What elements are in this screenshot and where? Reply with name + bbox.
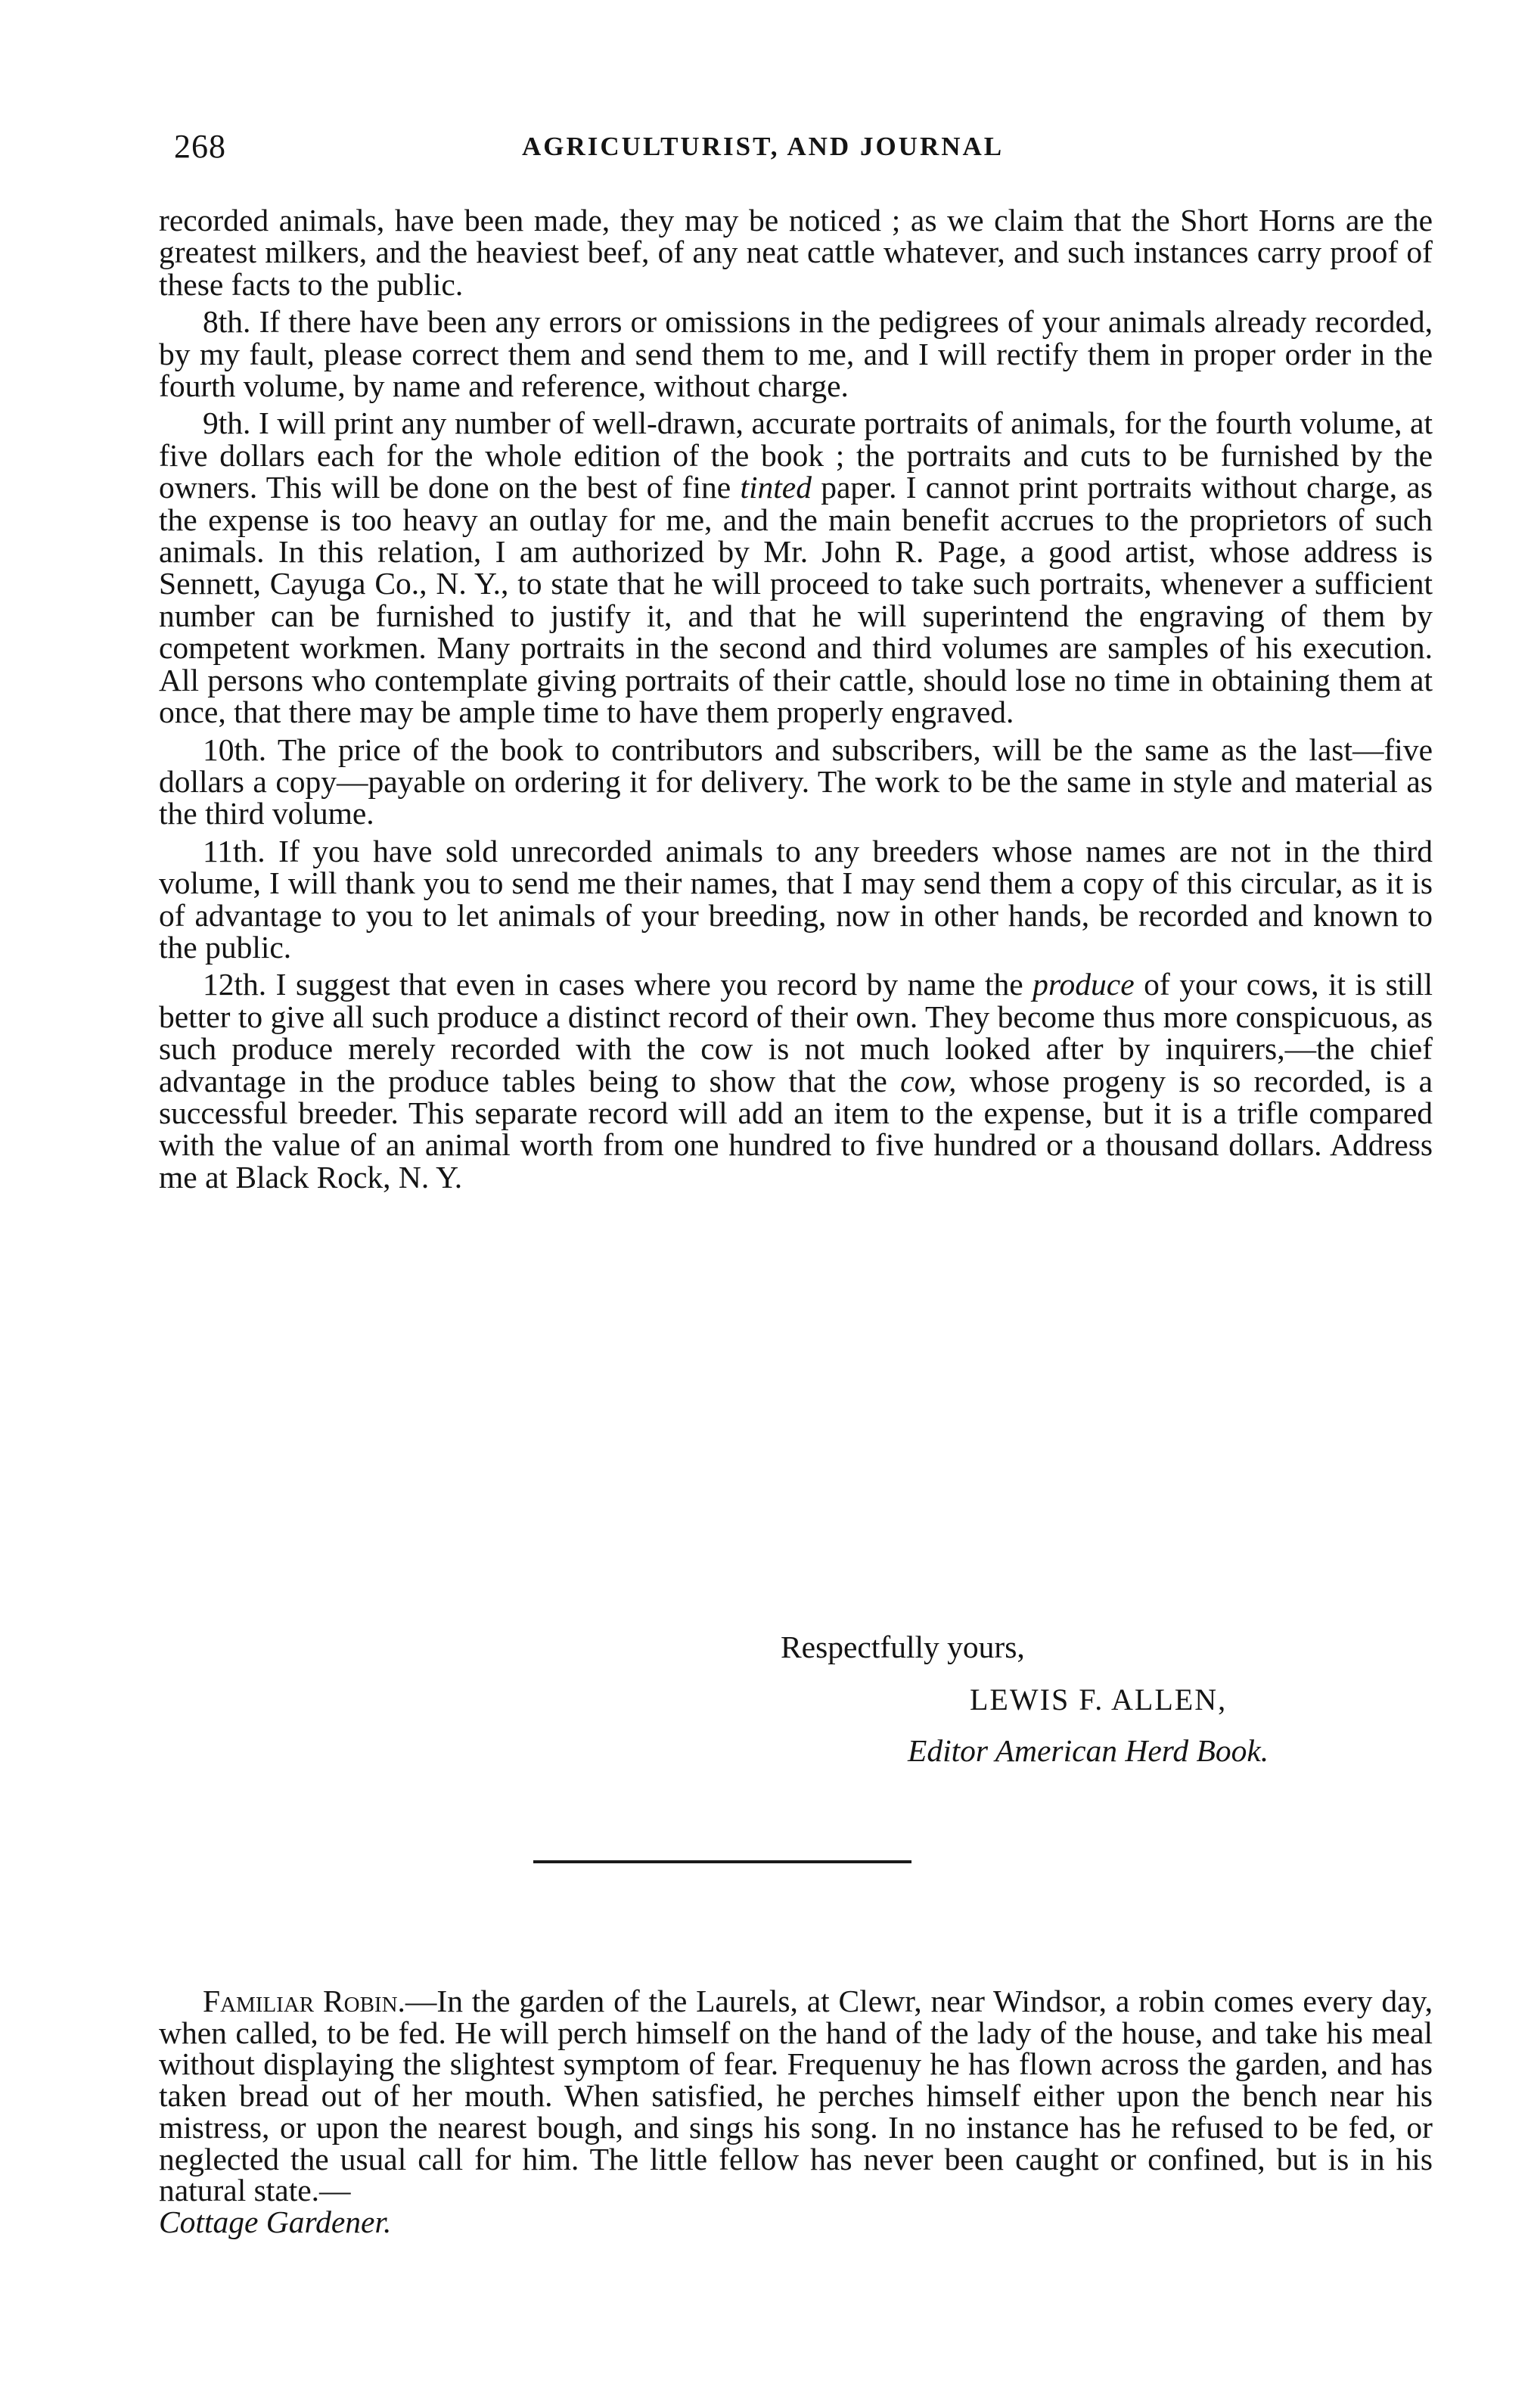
p12-italic-produce: produce [1033, 967, 1135, 1002]
p9-text-b: paper. I cannot print portraits without charge, as the expense is too heavy an outlay for me, and the main benefit accrues to the proprietors of such animals. In this relation, I am authorized by Mr. John R. Page, a good artist, whose address is Sennett, Cayuga Co., N. Y., to state that he will proceed to take such portraits, whenever a sufficient number can be furnished to justify it, and that he will superintend the engraving of them by competent workmen. Many portraits in the second and third volumes are samples of his execution. All persons who contemplate giving portraits of their cattle, should lose no time in obtaining them at once, that there may be ample time to have them properly engraved. [159, 470, 1433, 730]
article-source: Cottage Gardener. [159, 2204, 392, 2239]
letter-signature-title: Editor American Herd Book. [908, 1733, 1269, 1768]
page-number: 268 [174, 128, 226, 165]
p12-text-b: of your cows, it is still better to give all such produce a distinct record of their own. They become thus more conspicuous, as such produce merely recorded with the cow is not much looked after by inquirers,—the chief advantage in the produce tables being to show that the [159, 967, 1433, 1098]
letter-body [159, 204, 1433, 1198]
article-body: —In the garden of the Laurels, at Clewr, near Windsor, a robin comes every day, when called, to be fed. He will perch himself on the hand of the lady of the house, and take his meal without displaying the slightest symptom of fear. Frequenuy he has flown across the garden, and has taken bread out of her mouth. When satisfied, he perches himself either upon the bench near his mistress, or upon the nearest bough, and sings his song. In no instance has he refused to be fed, or neglected the usual call for him. The little fellow has never been caught or confined, but is in his natural state.— [159, 1984, 1433, 2208]
p9-text-a: 9th. I will print any number of well-drawn, accurate portraits of animals, for the fourth volume, at five dollars each for the whole edition of the book ; the portraits and cuts to be furnished by the owners. This will be done on the best of fine [159, 405, 1433, 505]
letter-signature: LEWIS F. ALLEN, [970, 1682, 1228, 1717]
p12-italic-cow: cow, [900, 1063, 957, 1098]
letter-closing: Respectfully yours, [781, 1630, 1025, 1664]
p9-italic-tinted: tinted [740, 470, 812, 505]
p12-text-c: whose progeny is so recorded, is a successful breeder. This separate record will add an item to the expense, but it is a trifle compared with the value of an animal worth from one hundred to five hundred or a thousand dollars. Address me at Black Rock, N. Y. [159, 1063, 1433, 1195]
letter-paragraph-10th: 10th. The price of the book to contributors and subscribers, will be the same as the last—five dollars a copy—payable on ordering it for delivery. The work to be the same in style and material as the third volume. [159, 732, 1433, 831]
p12-text-a: 12th. I suggest that even in cases where you record by name the [203, 967, 1033, 1002]
letter-paragraph-11th: 11th. If you have sold unrecorded animals to any breeders whose names are not in the third volume, I will thank you to send me their names, that I may send them a copy of this circular, as it is of advantage to you to let animals of your breeding, now in other hands, be recorded and known to the public. [159, 833, 1433, 965]
letter-paragraph-12th [159, 968, 1433, 1193]
letter-paragraph-8th: 8th. If there have been any errors or omissions in the pedigrees of your animals already recorded, by my fault, please correct them and send them to me, and I will rectify them in proper order in the fourth volume, by name and reference, without charge. [159, 304, 1433, 404]
section-divider [533, 1860, 911, 1863]
article-heading: Familiar Robin. [203, 1984, 405, 2018]
letter-paragraph-9th [159, 407, 1433, 728]
running-title: AGRICULTURIST, AND JOURNAL [522, 132, 1005, 161]
article-familiar-robin [159, 1986, 1433, 2239]
page-header [174, 127, 1422, 172]
letter-paragraph-continuation: recorded animals, have been made, they may be noticed ; as we claim that the Short Horns are the greatest milkers, and the heaviest beef, of any neat cattle whatever, and such instances carry proof of these facts to the public. [159, 203, 1433, 302]
article-paragraph [159, 1986, 1433, 2239]
